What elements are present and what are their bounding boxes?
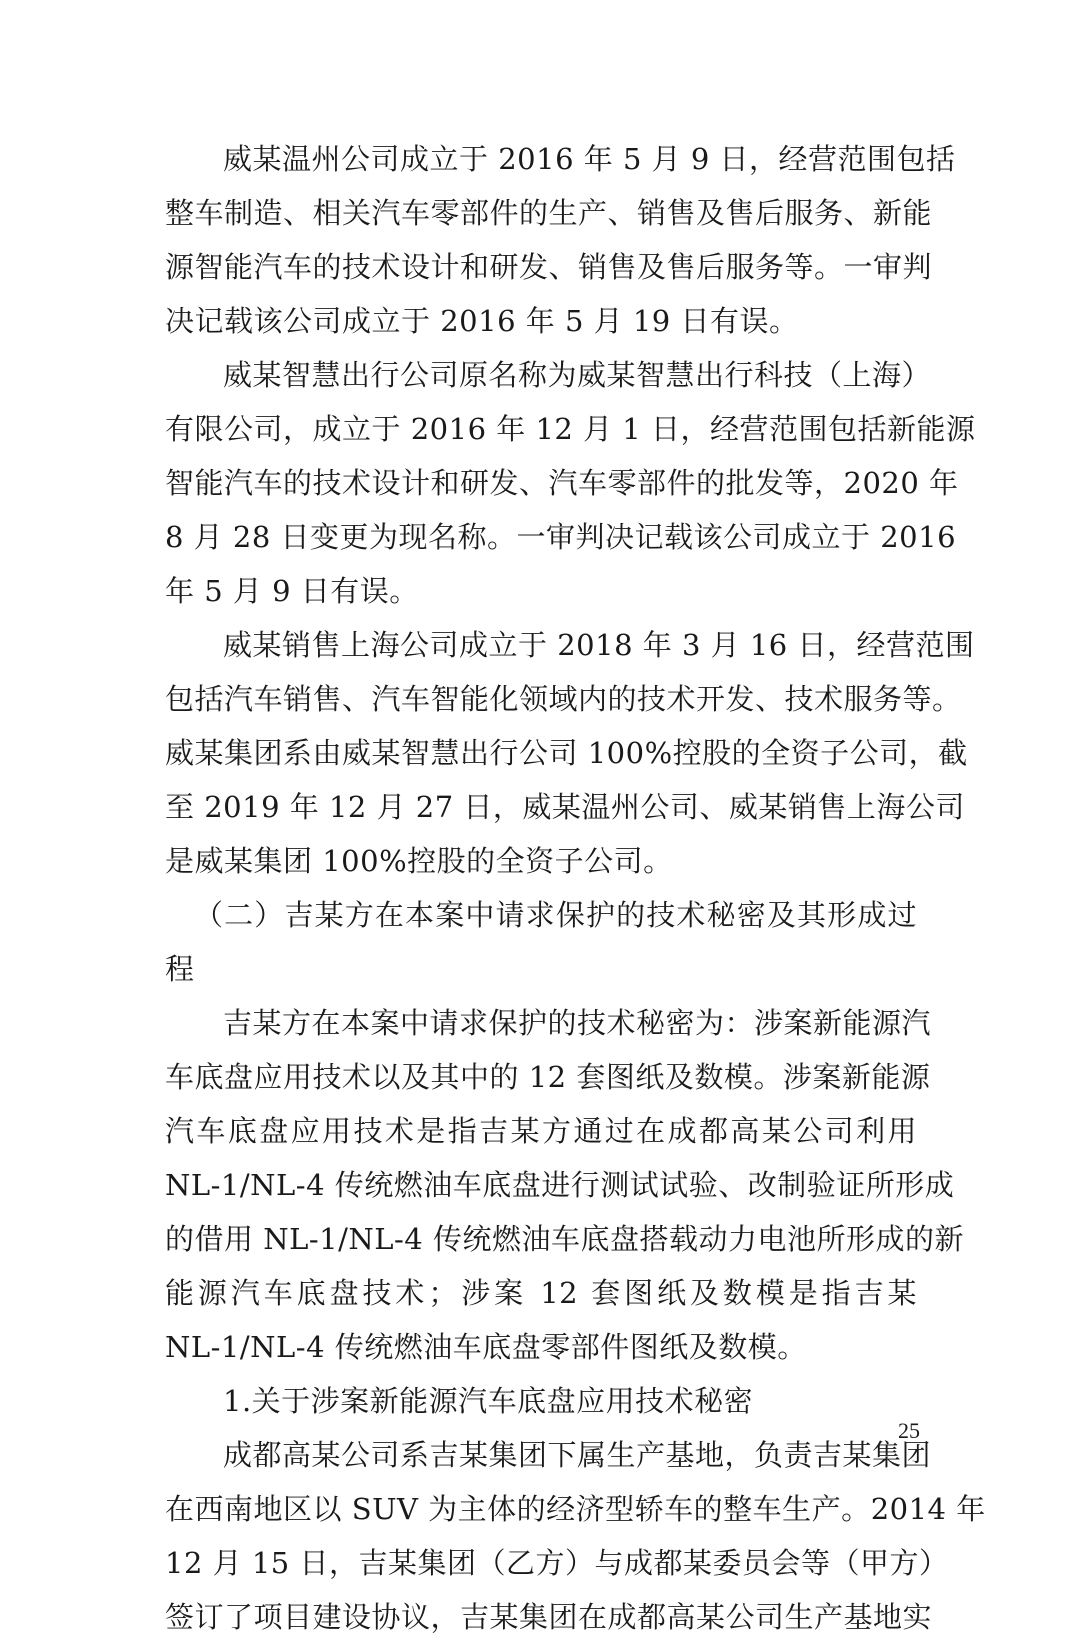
- section-heading-line: （二）吉某方在本案中请求保护的技术秘密及其形成过: [194, 898, 917, 932]
- text-line: 源智能汽车的技术设计和研发、销售及售后服务等。一审判: [165, 250, 933, 284]
- text-line: NL-1/NL-4 传统燃油车底盘零部件图纸及数模。: [165, 1330, 807, 1364]
- subheading-line: 1.关于涉案新能源汽车底盘应用技术秘密: [223, 1384, 754, 1418]
- page-number: 25: [898, 1418, 920, 1443]
- text-line: 威某销售上海公司成立于 2018 年 3 月 16 日，经营范围: [223, 628, 975, 662]
- text-line: 吉某方在本案中请求保护的技术秘密为：涉案新能源汽: [223, 1006, 932, 1040]
- text-line: 8 月 28 日变更为现名称。一审判决记载该公司成立于 2016: [165, 520, 957, 554]
- text-line: 能源汽车底盘技术；涉案 12 套图纸及数模是指吉某: [165, 1276, 917, 1310]
- text-line: 威某智慧出行公司原名称为威某智慧出行科技（上海）: [223, 358, 932, 392]
- text-line: 汽车底盘应用技术是指吉某方通过在成都高某公司利用: [165, 1114, 917, 1148]
- text-line: 签订了项目建设协议，吉某集团在成都高某公司生产基地实: [165, 1600, 933, 1634]
- text-line: 车底盘应用技术以及其中的 12 套图纸及数模。涉案新能源: [165, 1060, 931, 1094]
- text-line: 12 月 15 日，吉某集团（乙方）与成都某委员会等（甲方）: [165, 1546, 949, 1580]
- text-line: 至 2019 年 12 月 27 日，威某温州公司、威某销售上海公司: [165, 790, 965, 824]
- text-line: 智能汽车的技术设计和研发、汽车零部件的批发等，2020 年: [165, 466, 959, 500]
- text-line: 的借用 NL-1/NL-4 传统燃油车底盘搭载动力电池所形成的新: [165, 1222, 964, 1256]
- text-line: 包括汽车销售、汽车智能化领域内的技术开发、技术服务等。: [165, 682, 962, 716]
- text-line: 有限公司，成立于 2016 年 12 月 1 日，经营范围包括新能源: [165, 412, 976, 446]
- text-line: NL-1/NL-4 传统燃油车底盘进行测试试验、改制验证所形成: [165, 1168, 955, 1202]
- text-line: 威某集团系由威某智慧出行公司 100%控股的全资子公司，截: [165, 736, 968, 770]
- text-line: 整车制造、相关汽车零部件的生产、销售及售后服务、新能: [165, 196, 933, 230]
- text-line: 决记载该公司成立于 2016 年 5 月 19 日有误。: [165, 304, 799, 338]
- text-line: 威某温州公司成立于 2016 年 5 月 9 日，经营范围包括: [223, 142, 956, 176]
- text-line: 年 5 月 9 日有误。: [165, 574, 419, 608]
- text-line: 在西南地区以 SUV 为主体的经济型轿车的整车生产。2014 年: [165, 1492, 986, 1526]
- text-line: 成都高某公司系吉某集团下属生产基地，负责吉某集团: [223, 1438, 932, 1472]
- document-body: [165, 132, 986, 1644]
- text-line: 是威某集团 100%控股的全资子公司。: [165, 844, 673, 878]
- section-heading-line: 程: [165, 952, 195, 986]
